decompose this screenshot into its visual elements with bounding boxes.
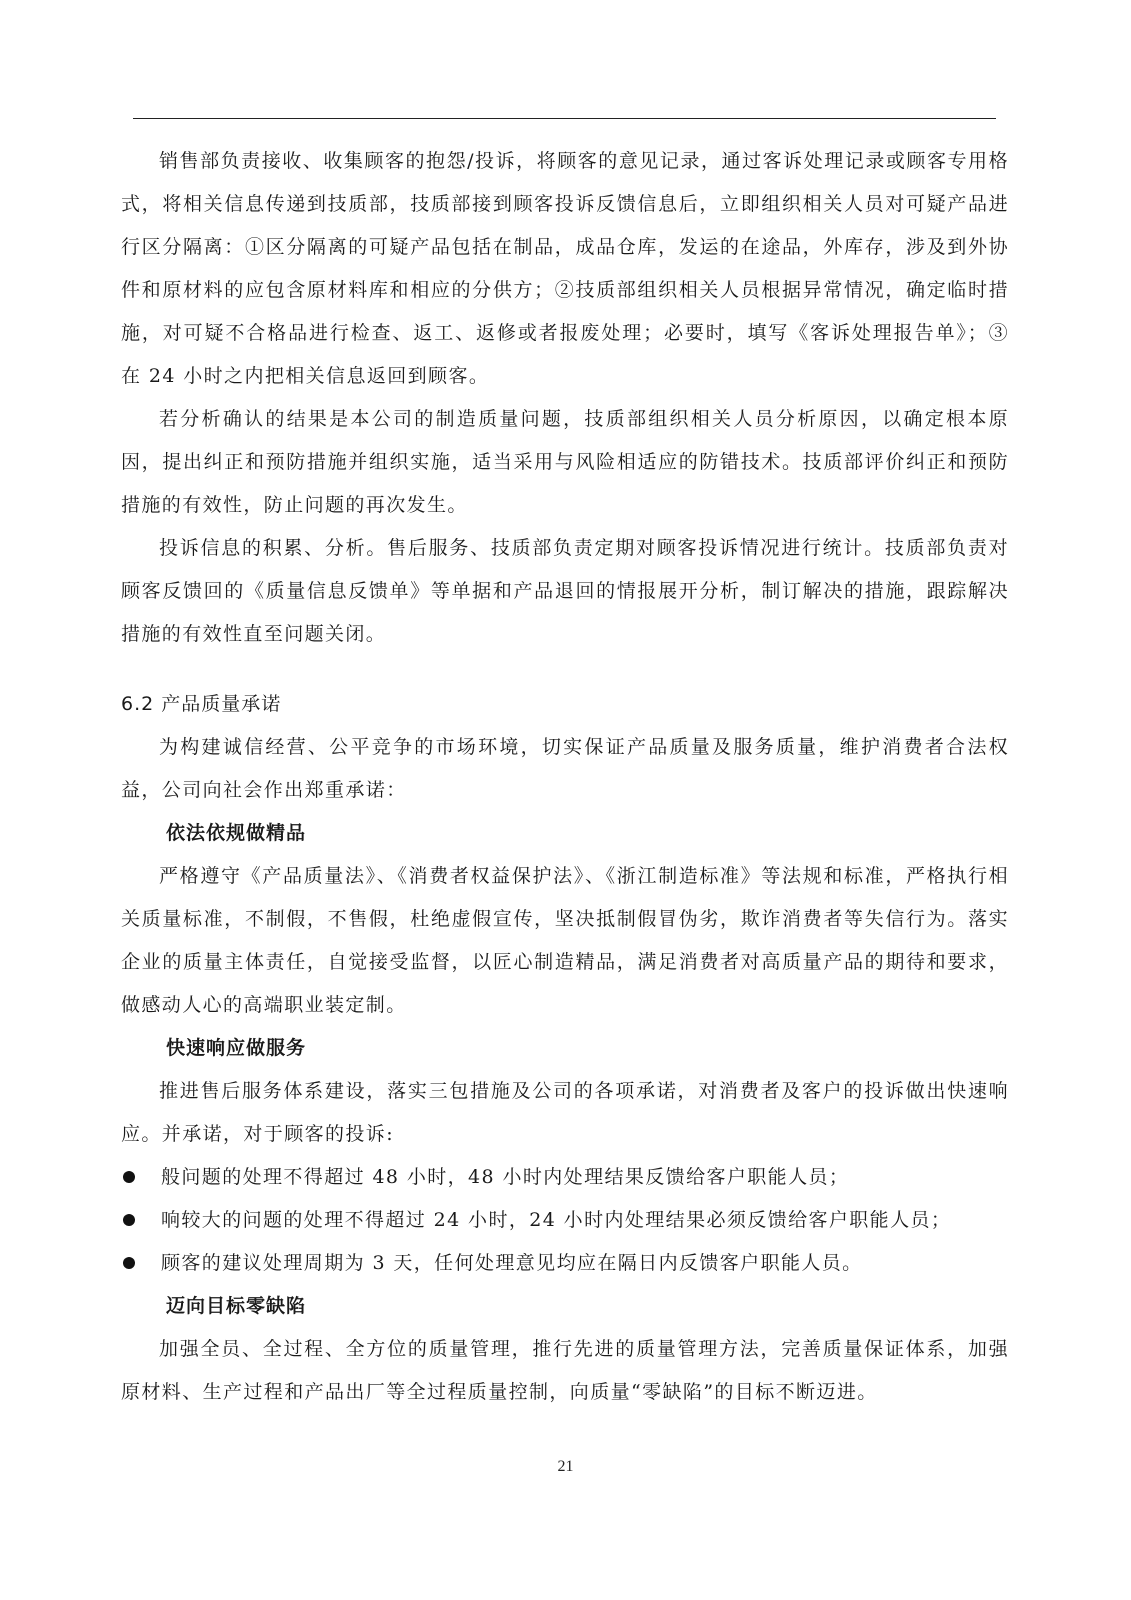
list-item bbox=[121, 1242, 1009, 1285]
page-content bbox=[121, 140, 1009, 1414]
list-item-text: 般问题的处理不得超过 48 小时，48 小时内处理结果反馈给客户职能人员； bbox=[161, 1166, 850, 1188]
section-title: 6.2 产品质量承诺 bbox=[121, 693, 282, 715]
subheading-quality-products: 依法依规做精品 bbox=[166, 822, 307, 844]
paragraph-complaint-handling: 销售部负责接收、收集顾客的抱怨/投诉，将顾客的意见记录，通过客诉处理记录或顾客专用格式，将相关信息传递到技质部，技质部接到顾客投诉反馈信息后，立即组织相关人员对可疑产品进行区分隔离：①区分隔离的可疑产品包括在制品，成品仓库，发运的在途品，外库存，涉及到外协件和原材料的应包含原材料库和相应的分供方；②技质部组织相关人员根据异常情况，确定临时措施，对可疑不合格品进行检查、返工、返修或者报废处理；必要时，填写《客诉处理报告单》；③在 24 小时之内把相关信息返回到顾客。 bbox=[121, 150, 1009, 387]
paragraph-complaint-analysis: 投诉信息的积累、分析。售后服务、技质部负责定期对顾客投诉情况进行统计。技质部负责对顾客反馈回的《质量信息反馈单》等单据和产品退回的情报展开分析，制订解决的措施，跟踪解决措施的有效性直至问题关闭。 bbox=[121, 537, 1009, 645]
paragraph-fast-service: 推进售后服务体系建设，落实三包措施及公司的各项承诺，对消费者及客户的投诉做出快速响应。并承诺，对于顾客的投诉: bbox=[121, 1080, 1009, 1145]
subheading-fast-service: 快速响应做服务 bbox=[166, 1037, 307, 1059]
list-item-text: 响较大的问题的处理不得超过 24 小时，24 小时内处理结果必须反馈给客户职能人员； bbox=[161, 1209, 952, 1231]
bullet-icon bbox=[123, 1257, 135, 1269]
header-rule bbox=[133, 118, 996, 119]
paragraph-quality-products: 严格遵守《产品质量法》、《消费者权益保护法》、《浙江制造标准》等法规和标准，严格执行相关质量标准，不制假，不售假，杜绝虚假宣传，坚决抵制假冒伪劣，欺诈消费者等失信行为。落实企业的质量主体责任，自觉接受监督，以匠心制造精品，满足消费者对高质量产品的期待和要求，做感动人心的高端职业装定制。 bbox=[121, 865, 1009, 1016]
list-item-text: 顾客的建议处理周期为 3 天，任何处理意见均应在隔日内反馈客户职能人员。 bbox=[161, 1252, 863, 1274]
paragraph-zero-defect: 加强全员、全过程、全方位的质量管理，推行先进的质量管理方法，完善质量保证体系，加强原材料、生产过程和产品出厂等全过程质量控制，向质量“零缺陷”的目标不断迈进。 bbox=[121, 1338, 1009, 1403]
bullet-icon bbox=[123, 1171, 135, 1183]
bullet-icon bbox=[123, 1214, 135, 1226]
subheading-zero-defect: 迈向目标零缺陷 bbox=[166, 1295, 307, 1317]
list-item bbox=[121, 1199, 1009, 1242]
paragraph-root-cause: 若分析确认的结果是本公司的制造质量问题，技质部组织相关人员分析原因，以确定根本原因，提出纠正和预防措施并组织实施，适当采用与风险相适应的防错技术。技质部评价纠正和预防措施的有效性，防止问题的再次发生。 bbox=[121, 408, 1009, 516]
section-intro: 为构建诚信经营、公平竞争的市场环境，切实保证产品质量及服务质量，维护消费者合法权益，公司向社会作出郑重承诺： bbox=[121, 736, 1009, 801]
response-time-list bbox=[121, 1156, 1009, 1285]
list-item bbox=[121, 1156, 1009, 1199]
page-number: 21 bbox=[557, 1458, 574, 1475]
